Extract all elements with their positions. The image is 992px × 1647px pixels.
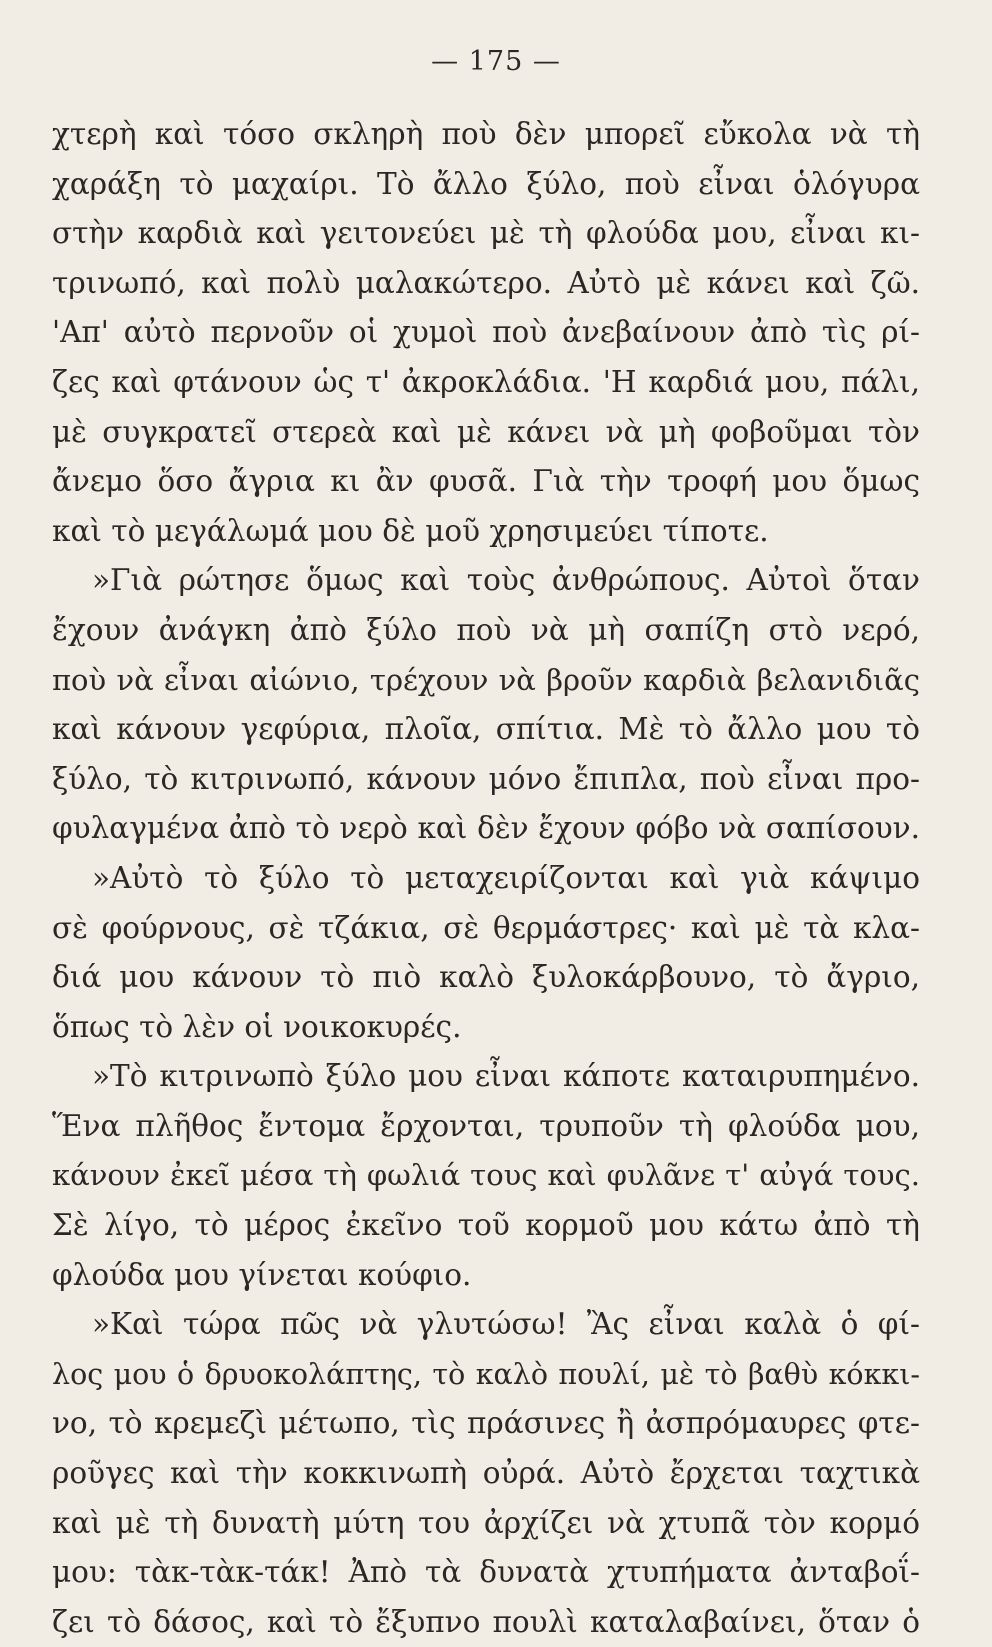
- text-line: »Αὐτὸ τὸ ξύλο τὸ μεταχειρίζονται καὶ γιὰ κάψιμο: [92, 860, 920, 895]
- text-line: Ἕνα πλῆθος ἔντομα ἔρχονται, τρυποῦν τὴ φλούδα μου,: [52, 1108, 920, 1143]
- text-line: καὶ κάνουν γεφύρια, πλοῖα, σπίτια. Μὲ τὸ ἄλλο μου τὸ: [52, 712, 920, 747]
- text-line: καὶ τὸ μεγάλωμά μου δὲ μοῦ χρησιμεύει τίποτε.: [52, 513, 769, 548]
- text-line: ποὺ νὰ εἶναι αἰώνιο, τρέχουν νὰ βροῦν καρδιὰ βελανιδιᾶς: [52, 662, 920, 697]
- text-line: ζες καὶ φτάνουν ὡς τ' ἀκροκλάδια. 'Η καρδιά μου, πάλι,: [52, 364, 920, 399]
- text-line: καὶ μὲ τὴ δυνατὴ μύτη του ἀρχίζει νὰ χτυπᾶ τὸν κορμό: [52, 1505, 920, 1540]
- text-line: κάνουν ἐκεῖ μέσα τὴ φωλιά τους καὶ φυλᾶνε τ' αὐγά τους.: [52, 1158, 920, 1193]
- body-text: [52, 110, 920, 1647]
- text-line: τρινωπό, καὶ πολὺ μαλακώτερο. Αὐτὸ μὲ κάνει καὶ ζῶ.: [52, 265, 920, 300]
- text-line: διά μου κάνουν τὸ πιὸ καλὸ ξυλοκάρβουνο, τὸ ἄγριο,: [52, 960, 920, 995]
- text-line: ἄνεμο ὅσο ἄγρια κι ἂν φυσᾶ. Γιὰ τὴν τροφή μου ὅμως: [52, 464, 920, 499]
- text-line: ἔχουν ἀνάγκη ἀπὸ ξύλο ποὺ νὰ μὴ σαπίζη στὸ νερό,: [52, 612, 920, 647]
- text-line: ζει τὸ δάσος, καὶ τὸ ἔξυπνο πουλὶ καταλαβαίνει, ὅταν ὁ: [52, 1604, 920, 1639]
- text-line: ροῦγες καὶ τὴν κοκκινωπὴ οὐρά. Αὐτὸ ἔρχεται ταχτικὰ: [52, 1456, 920, 1491]
- text-line: μου: τὰκ-τὰκ-τάκ! Ἀπὸ τὰ δυνατὰ χτυπήματα ἀνταβοΐ-: [52, 1555, 920, 1590]
- text-line: φλούδα μου γίνεται κούφιο.: [52, 1257, 472, 1292]
- text-line: ξύλο, τὸ κιτρινωπό, κάνουν μόνο ἔπιπλα, ποὺ εἶναι προ-: [52, 761, 920, 796]
- text-line: »Καὶ τώρα πῶς νὰ γλυτώσω! Ἂς εἶναι καλὰ ὁ φί-: [92, 1307, 920, 1342]
- text-line: λος μου ὁ δρυοκολάπτης, τὸ καλὸ πουλί, μὲ τὸ βαθὺ κόκκι-: [52, 1357, 920, 1391]
- text-line: σὲ φούρνους, σὲ τζάκια, σὲ θερμάστρες· καὶ μὲ τὰ κλα-: [52, 910, 920, 945]
- text-line: χτερὴ καὶ τόσο σκληρὴ ποὺ δὲν μπορεῖ εὔκολα νὰ τὴ: [52, 117, 920, 151]
- text-line: »Τὸ κιτρινωπὸ ξύλο μου εἶναι κάποτε καταιρυπημένο.: [92, 1059, 920, 1094]
- text-line: 'Απ' αὐτὸ περνοῦν οἱ χυμοὶ ποὺ ἀνεβαίνουν ἀπὸ τὶς ρί-: [52, 315, 920, 350]
- text-line: στὴν καρδιὰ καὶ γειτονεύει μὲ τὴ φλούδα μου, εἶναι κι-: [52, 216, 920, 251]
- text-line: »Γιὰ ρώτησε ὅμως καὶ τοὺς ἀνθρώπους. Αὐτοὶ ὅταν: [92, 563, 920, 598]
- page-number: — 175 —: [431, 46, 561, 77]
- text-line: μὲ συγκρατεῖ στερεὰ καὶ μὲ κάνει νὰ μὴ φοβοῦμαι τὸν: [52, 414, 920, 449]
- text-line: χαράξη τὸ μαχαίρι. Τὸ ἄλλο ξύλο, ποὺ εἶναι ὁλόγυρα: [52, 166, 920, 201]
- text-line: φυλαγμένα ἀπὸ τὸ νερὸ καὶ δὲν ἔχουν φόβο νὰ σαπίσουν.: [52, 811, 920, 846]
- text-line: ὅπως τὸ λὲν οἱ νοικοκυρές.: [52, 1009, 462, 1044]
- text-line: νο, τὸ κρεμεζὶ μέτωπο, τὶς πράσινες ἢ ἀσπρόμαυρες φτε-: [52, 1406, 920, 1441]
- text-line: Σὲ λίγο, τὸ μέρος ἐκεῖνο τοῦ κορμοῦ μου κάτω ἀπὸ τὴ: [52, 1208, 920, 1243]
